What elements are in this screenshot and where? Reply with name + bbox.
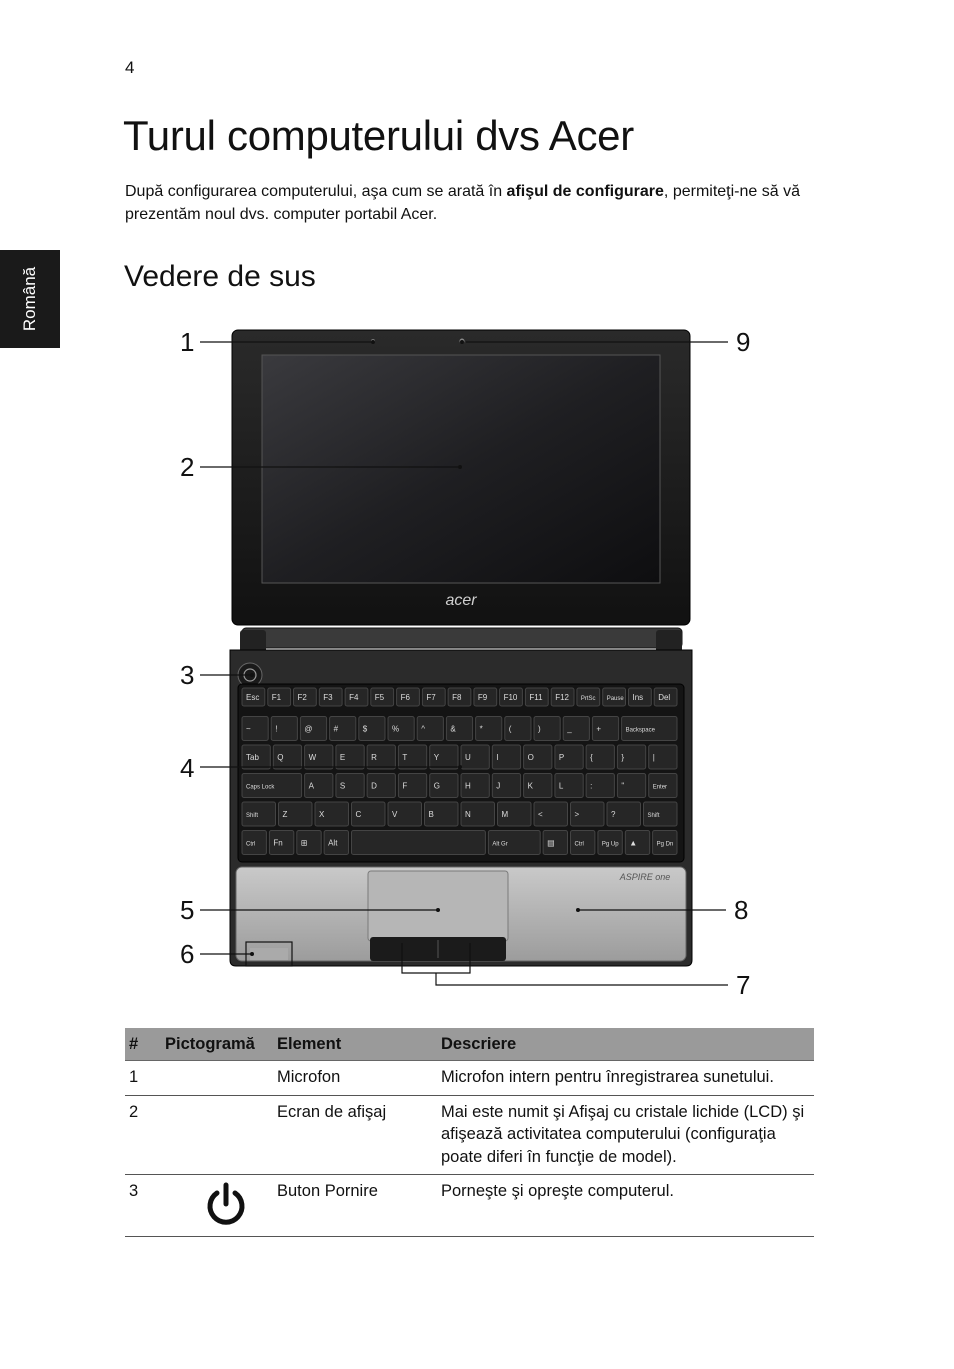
keyboard-key-label: Alt	[328, 838, 338, 848]
keyboard-key-label: Enter	[652, 784, 668, 791]
keyboard-key-label: ▤	[547, 838, 555, 848]
row-number: 2	[125, 1095, 161, 1175]
page-number: 4	[125, 58, 135, 77]
keyboard-key-label: G	[433, 781, 440, 791]
keyboard-key-label: W	[308, 753, 317, 762]
keyboard-key-label: K	[527, 781, 533, 791]
keyboard-key-label: Shift	[647, 813, 660, 819]
keyboard-key-label: >	[574, 810, 580, 819]
keyboard-key-label: A	[308, 781, 314, 791]
keyboard-key-label: F6	[400, 693, 410, 702]
touchpad	[368, 871, 508, 941]
keyboard-key	[352, 831, 486, 855]
keyboard-key-label: M	[501, 810, 509, 819]
keyboard-key-label: F7	[426, 693, 436, 702]
keyboard-key-label: Q	[277, 753, 284, 762]
keyboard-key-label: I	[496, 753, 499, 762]
keyboard-key-label: N	[465, 810, 471, 819]
keyboard-key-label: R	[371, 753, 377, 762]
callout-4: 4	[180, 753, 195, 783]
keyboard-key-label: B	[428, 810, 434, 819]
keyboard-key-label: H	[465, 781, 471, 791]
keyboard-key-label: F4	[349, 693, 359, 702]
row-element: Ecran de afişaj	[273, 1095, 437, 1175]
keyboard-key-label: C	[355, 810, 362, 819]
keyboard-key-label: F	[402, 781, 408, 791]
keyboard-key-label: Z	[282, 810, 288, 819]
keyboard-key-label: Ctrl	[246, 841, 256, 848]
callout-5: 5	[180, 895, 195, 925]
keyboard-key-label: Alt Gr	[492, 841, 508, 848]
keyboard-key-label: |	[652, 753, 655, 762]
keyboard-key-label: Tab	[246, 753, 259, 762]
keyboard-key-label: P	[558, 753, 565, 762]
keyboard-key-label: +	[596, 724, 602, 734]
power-icon	[201, 1180, 251, 1230]
keyboard-key-label: J	[496, 781, 501, 791]
table-row	[125, 1095, 814, 1175]
acer-logo: acer	[445, 592, 477, 609]
keyboard-key-label: S	[339, 781, 346, 791]
keyboard-key-label: U	[465, 753, 471, 762]
callout-3: 3	[180, 660, 195, 690]
keyboard-key-label: ^	[421, 724, 425, 734]
row-element: Microfon	[273, 1061, 437, 1096]
keyboard-key-label: E	[339, 753, 346, 762]
keyboard-key-label: PrtSc	[580, 696, 596, 702]
keyboard-key-label: Caps Lock	[246, 784, 275, 791]
callout-2: 2	[180, 452, 195, 482]
row-icon	[161, 1175, 273, 1237]
keyboard-key-label: :	[590, 781, 593, 791]
hinge-bar	[242, 628, 682, 648]
callout-7: 7	[736, 970, 751, 1000]
row-icon	[161, 1061, 273, 1096]
row-icon	[161, 1095, 273, 1175]
callout-8: 8	[734, 895, 749, 925]
keyboard-key-label: (	[508, 724, 512, 734]
keyboard-key-label: Y	[433, 753, 440, 762]
row-element: Buton Pornire	[273, 1175, 437, 1237]
page-title: Turul computerului dvs Acer	[123, 112, 634, 159]
keyboard-key-label: *	[479, 724, 483, 734]
section-title: Vedere de sus	[124, 260, 316, 293]
keyboard-key-label: T	[402, 753, 408, 762]
header-number: #	[125, 1028, 161, 1061]
keyboard-key-label: )	[538, 724, 541, 734]
keyboard-key-label: Backspace	[625, 727, 655, 734]
keyboard-key-label: F11	[529, 693, 543, 702]
keyboard-key-label: Ins	[632, 693, 644, 702]
keyboard-key-label: Esc	[246, 693, 260, 702]
keyboard-key-label: L	[558, 781, 564, 791]
keyboard-key-label: Pause	[606, 696, 624, 702]
table-row	[125, 1061, 814, 1096]
keyboard-key-label: Shift	[246, 813, 259, 819]
components-table	[125, 1028, 814, 1237]
keyboard-key-label: F9	[477, 693, 488, 702]
header-description: Descriere	[437, 1028, 814, 1061]
keyboard-key-label: F12	[555, 693, 569, 702]
keyboard-key-label: Fn	[273, 838, 283, 848]
table-header-row	[125, 1028, 814, 1061]
callout-1: 1	[180, 327, 195, 357]
table-row	[125, 1175, 814, 1237]
keyboard-key-label: F10	[503, 693, 518, 702]
callout-6: 6	[180, 939, 195, 969]
callout-9: 9	[736, 327, 751, 357]
row-description: Mai este numit şi Afişaj cu cristale lichide (LCD) şi afişează activitatea computerului (configuraţia poate diferi în funcţie de model).	[437, 1095, 814, 1175]
side-tab-label: Română	[20, 266, 39, 332]
keyboard-key-label: F2	[297, 693, 307, 702]
row-description: Porneşte şi opreşte computerul.	[437, 1175, 814, 1237]
keyboard-key-label: @	[304, 724, 313, 734]
keyboard-key-label: }	[621, 753, 625, 762]
keyboard-key-label: Pg Up	[601, 841, 619, 848]
keyboard-key-label: _	[567, 724, 572, 734]
keyboard-key-label: D	[371, 781, 377, 791]
intro-bold-link: afişul de configurare	[506, 183, 664, 200]
keyboard-key-label: Del	[658, 693, 671, 702]
keyboard-key-label: F3	[323, 693, 333, 702]
keyboard-key-label: Pg Dn	[656, 841, 674, 848]
keyboard-key-label: ?	[611, 810, 616, 819]
keyboard-key-label: V	[392, 810, 398, 819]
keyboard-key-label: #	[333, 724, 339, 734]
row-description: Microfon intern pentru înregistrarea sunetului.	[437, 1061, 814, 1096]
keyboard-key-label: !	[275, 724, 278, 734]
aspire-one-badge: ASPIRE one	[619, 872, 671, 882]
keyboard-key-label: F8	[452, 693, 462, 702]
keyboard-key-label: F1	[271, 693, 282, 702]
row-number: 1	[125, 1061, 161, 1096]
keyboard-key-label: {	[590, 753, 593, 762]
keyboard-key-label: &	[450, 724, 456, 734]
display-screen	[262, 355, 660, 583]
keyboard-key-label: ⊞	[300, 838, 308, 848]
keyboard-key-label: ~	[246, 724, 251, 734]
intro-text-after: , permiteţi-ne să vă prezentăm noul dvs. computer portabil Acer.	[125, 183, 800, 223]
keyboard-key-label: O	[527, 753, 534, 762]
keyboard-key-label: <	[538, 810, 543, 819]
keyboard-key-label: %	[392, 724, 400, 734]
keyboard-key-label: $	[362, 724, 368, 734]
intro-text-before: După configurarea computerului, aşa cum se arată în	[125, 183, 507, 200]
header-element: Element	[273, 1028, 437, 1061]
keyboard-key-label: F5	[374, 693, 385, 702]
keyboard-key-label: "	[621, 781, 625, 791]
header-icon: Pictogramă	[161, 1028, 273, 1061]
keyboard-key-label: ▲	[629, 838, 638, 848]
keyboard-key-label: Ctrl	[574, 841, 584, 848]
keyboard-key-label: X	[319, 810, 325, 819]
row-number: 3	[125, 1175, 161, 1237]
